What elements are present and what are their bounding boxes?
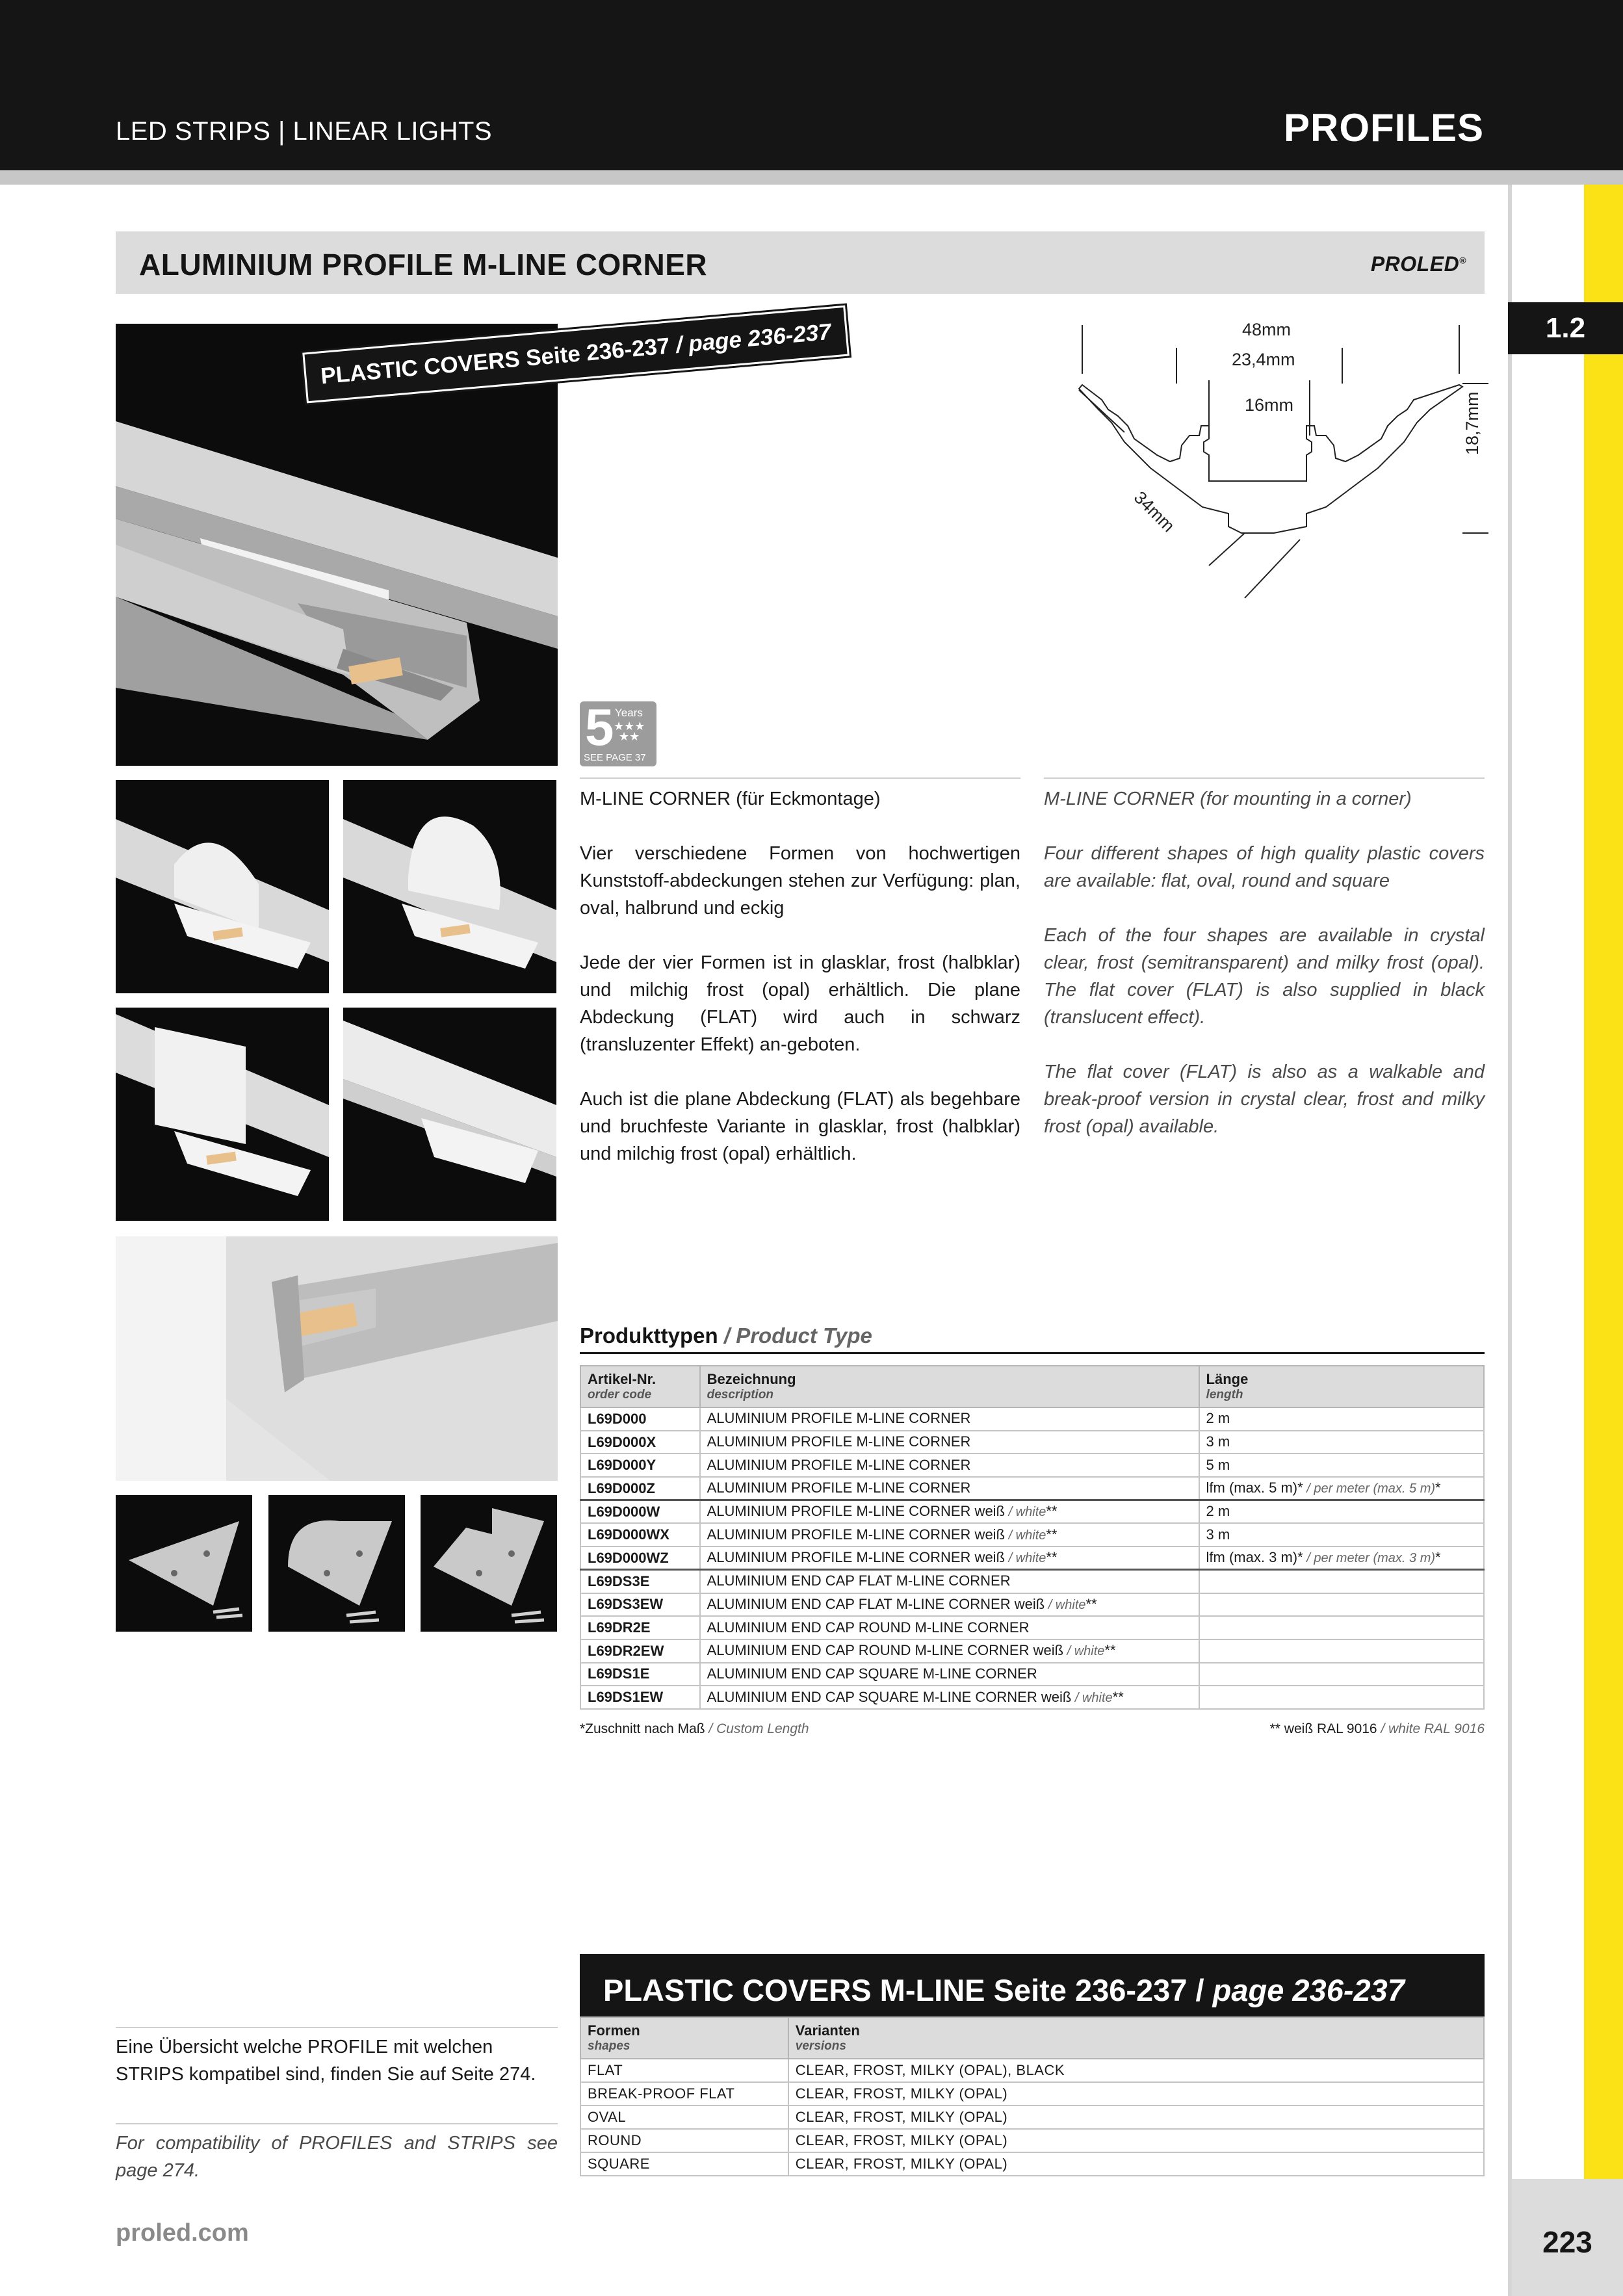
description-paragraph: The flat cover (FLAT) is also as a walkable and break-proof version in crystal clear, frost and milky frost (opal) available. xyxy=(1044,1062,1485,1137)
description-divider-en xyxy=(1044,777,1485,779)
length-cell xyxy=(1199,1686,1484,1709)
order-code-cell: L69DR2EW xyxy=(580,1639,700,1663)
endcap-round-photo xyxy=(268,1495,405,1632)
category-title: PROFILES xyxy=(1283,106,1484,150)
order-code-cell: L69D000 xyxy=(580,1407,700,1431)
endcap-square-photo xyxy=(421,1495,557,1632)
description-cell: ALUMINIUM PROFILE M-LINE CORNER weiß / white** xyxy=(700,1546,1199,1570)
description-cell: ALUMINIUM END CAP ROUND M-LINE CORNER weiß / white** xyxy=(700,1639,1199,1663)
dim-width-mid: 23,4mm xyxy=(1232,350,1295,369)
table-row xyxy=(580,1663,1484,1686)
brand-logo xyxy=(1371,252,1466,276)
section-title: LED STRIPS | LINEAR LIGHTS xyxy=(116,117,493,146)
description-cell: ALUMINIUM PROFILE M-LINE CORNER xyxy=(700,1477,1199,1500)
order-code-cell: L69D000WZ xyxy=(580,1546,700,1570)
product-type-rows xyxy=(580,1407,1484,1709)
shape-cell: ROUND xyxy=(580,2129,788,2152)
table-row xyxy=(580,1616,1484,1639)
table-row xyxy=(580,1593,1484,1617)
description-cell: ALUMINIUM PROFILE M-LINE CORNER weiß / white** xyxy=(700,1523,1199,1546)
warranty-badge[interactable] xyxy=(580,698,656,766)
table-row xyxy=(580,2129,1484,2152)
shape-cell: OVAL xyxy=(580,2106,788,2129)
length-cell xyxy=(1199,1663,1484,1686)
description-paragraph: Auch ist die plane Abdeckung (FLAT) als begehbare und bruchfeste Variante in glasklar, frost (halbklar) und milchig frost (opal) erhältlich. xyxy=(580,1089,1020,1164)
shape-cell: FLAT xyxy=(580,2059,788,2082)
order-code-cell: L69DS3E xyxy=(580,1570,700,1593)
table-header-row xyxy=(580,1366,1484,1407)
cover-square-photo xyxy=(116,1008,329,1221)
table-row xyxy=(580,2082,1484,2106)
order-code-cell: L69DR2E xyxy=(580,1616,700,1639)
dim-diagonal: 34mm xyxy=(1130,488,1179,536)
description-cell: ALUMINIUM END CAP FLAT M-LINE CORNER xyxy=(700,1570,1199,1593)
product-title: ALUMINIUM PROFILE M-LINE CORNER xyxy=(139,248,708,281)
table-row xyxy=(580,1523,1484,1546)
order-code-cell: L69DS1E xyxy=(580,1663,700,1686)
column-header-versions: Varianten versions xyxy=(788,2017,1484,2059)
footnote-ral-color: ** weiß RAL 9016 / white RAL 9016 xyxy=(1269,1721,1485,1736)
profile-cross-section xyxy=(1014,312,1495,611)
product-type-underline xyxy=(580,1352,1485,1354)
cover-flat-photo xyxy=(343,1008,556,1221)
badge-text-en: page 236-237 xyxy=(687,319,833,357)
description-paragraph: M-LINE CORNER (für Eckmontage) xyxy=(580,789,881,809)
description-divider-de xyxy=(580,777,1020,779)
length-cell xyxy=(1199,1639,1484,1663)
badge-separator: / xyxy=(668,331,690,359)
description-cell: ALUMINIUM PROFILE M-LINE CORNER weiß / white** xyxy=(700,1500,1199,1524)
note-divider-middle xyxy=(116,2123,558,2124)
table-row xyxy=(580,2152,1484,2176)
column-header-order-code: Artikel-Nr. order code xyxy=(580,1366,700,1407)
order-code-cell: L69D000W xyxy=(580,1500,700,1524)
versions-cell: CLEAR, FROST, MILKY (OPAL) xyxy=(788,2082,1484,2106)
length-cell: lfm (max. 3 m)* / per meter (max. 3 m)* xyxy=(1199,1546,1484,1570)
warranty-stars-icon: ★★★ ★★ xyxy=(614,720,645,743)
description-paragraph: Each of the four shapes are available in crystal clear, frost (semitransparent) and milky frost (opal). The flat cover (FLAT) is also supplied in black (translucent effect). xyxy=(1044,925,1485,1028)
compatibility-note-de: Eine Übersicht welche PROFILE mit welchen STRIPS kompatibel sind, finden Sie auf Seite 274. xyxy=(116,2037,536,2085)
column-header-length: Länge length xyxy=(1199,1366,1484,1407)
product-type-heading xyxy=(580,1324,872,1348)
warranty-see-page: SEE PAGE 37 xyxy=(584,752,646,763)
description-paragraph: M-LINE CORNER (for mounting in a corner) xyxy=(1044,789,1412,809)
plastic-covers-heading[interactable]: PLASTIC COVERS M-LINE Seite 236-237 / page 236-237 xyxy=(580,1954,1485,2016)
dim-width-total: 48mm xyxy=(1242,320,1292,339)
description-cell: ALUMINIUM PROFILE M-LINE CORNER xyxy=(700,1431,1199,1454)
brand-name: PROLED xyxy=(1370,252,1460,276)
dim-height: 18,7mm xyxy=(1462,391,1482,455)
plastic-covers-rows xyxy=(580,2059,1484,2176)
length-cell: 2 m xyxy=(1199,1407,1484,1431)
column-header-description: Bezeichnung description xyxy=(700,1366,1199,1407)
installation-photo xyxy=(116,1236,558,1481)
versions-cell: CLEAR, FROST, MILKY (OPAL) xyxy=(788,2129,1484,2152)
length-cell: 2 m xyxy=(1199,1500,1484,1524)
order-code-cell: L69DS3EW xyxy=(580,1593,700,1617)
page-number-box xyxy=(1512,2179,1623,2296)
length-cell: 5 m xyxy=(1199,1454,1484,1477)
order-code-cell: L69D000X xyxy=(580,1431,700,1454)
length-cell: lfm (max. 5 m)* / per meter (max. 5 m)* xyxy=(1199,1477,1484,1500)
registered-mark: ® xyxy=(1459,255,1466,266)
chapter-color-bar xyxy=(1584,185,1623,2179)
heading-en: / Product Type xyxy=(723,1324,872,1348)
plastic-covers-badge[interactable] xyxy=(300,303,851,405)
versions-cell: CLEAR, FROST, MILKY (OPAL), BLACK xyxy=(788,2059,1484,2082)
table-row xyxy=(580,1407,1484,1431)
warranty-years-label: Years xyxy=(615,707,643,719)
description-cell: ALUMINIUM PROFILE M-LINE CORNER xyxy=(700,1407,1199,1431)
table-row xyxy=(580,2106,1484,2129)
shape-cell: SQUARE xyxy=(580,2152,788,2176)
warranty-years-number: 5 xyxy=(585,698,614,756)
product-title-bar xyxy=(116,231,1485,294)
length-cell: 3 m xyxy=(1199,1523,1484,1546)
footnote-custom-length: *Zuschnitt nach Maß / Custom Length xyxy=(580,1721,809,1736)
table-row xyxy=(580,1477,1484,1500)
cover-round-photo xyxy=(343,780,556,993)
description-cell: ALUMINIUM END CAP SQUARE M-LINE CORNER xyxy=(700,1663,1199,1686)
description-cell: ALUMINIUM PROFILE M-LINE CORNER xyxy=(700,1454,1199,1477)
description-german xyxy=(580,785,1020,1195)
endcap-flat-photo xyxy=(116,1495,252,1632)
length-cell: 3 m xyxy=(1199,1431,1484,1454)
page-header xyxy=(0,0,1623,170)
table-row xyxy=(580,1546,1484,1570)
description-paragraph: Four different shapes of high quality plastic covers are available: flat, oval, round and square xyxy=(1044,843,1485,891)
footer-website-link[interactable]: proled.com xyxy=(116,2219,249,2247)
heading-de: Produkttypen xyxy=(580,1324,718,1348)
order-code-cell: L69D000WX xyxy=(580,1523,700,1546)
description-cell: ALUMINIUM END CAP ROUND M-LINE CORNER xyxy=(700,1616,1199,1639)
length-cell xyxy=(1199,1570,1484,1593)
table-row xyxy=(580,2059,1484,2082)
note-divider-top xyxy=(116,2027,558,2028)
table-header-row xyxy=(580,2017,1484,2059)
description-paragraph: Jede der vier Formen ist in glasklar, frost (halbklar) und milchig frost (opal) erhältlich. Die plane Abdeckung (FLAT) wird auch in schwarz (transluzenter Effekt) an-geboten. xyxy=(580,952,1020,1055)
cover-oval-photo xyxy=(116,780,329,993)
table-row xyxy=(580,1431,1484,1454)
product-type-table xyxy=(580,1365,1485,1710)
badge-text-de: PLASTIC COVERS Seite 236-237 xyxy=(319,333,671,389)
plastic-covers-table xyxy=(580,2016,1485,2176)
table-row xyxy=(580,1500,1484,1524)
page-number: 223 xyxy=(1542,2225,1592,2259)
order-code-cell: L69DS1EW xyxy=(580,1686,700,1709)
table-row xyxy=(580,1639,1484,1663)
order-code-cell: L69D000Y xyxy=(580,1454,700,1477)
header-divider xyxy=(0,170,1623,185)
column-header-shapes: Formen shapes xyxy=(580,2017,788,2059)
description-english xyxy=(1044,785,1485,1168)
order-code-cell: L69D000Z xyxy=(580,1477,700,1500)
versions-cell: CLEAR, FROST, MILKY (OPAL) xyxy=(788,2152,1484,2176)
table-row xyxy=(580,1454,1484,1477)
description-cell: ALUMINIUM END CAP SQUARE M-LINE CORNER weiß / white** xyxy=(700,1686,1199,1709)
table-row xyxy=(580,1570,1484,1593)
description-paragraph: Vier verschiedene Formen von hochwertigen Kunststoff-abdeckungen stehen zur Verfügung: plan, oval, halbrund und eckig xyxy=(580,843,1020,919)
chapter-number: 1.2 xyxy=(1508,302,1623,354)
table-row xyxy=(580,1686,1484,1709)
versions-cell: CLEAR, FROST, MILKY (OPAL) xyxy=(788,2106,1484,2129)
description-cell: ALUMINIUM END CAP FLAT M-LINE CORNER weiß / white** xyxy=(700,1593,1199,1617)
length-cell xyxy=(1199,1593,1484,1617)
length-cell xyxy=(1199,1616,1484,1639)
dim-width-inner: 16mm xyxy=(1245,395,1294,415)
compatibility-note-en: For compatibility of PROFILES and STRIPS see page 274. xyxy=(116,2133,558,2181)
shape-cell: BREAK-PROOF FLAT xyxy=(580,2082,788,2106)
